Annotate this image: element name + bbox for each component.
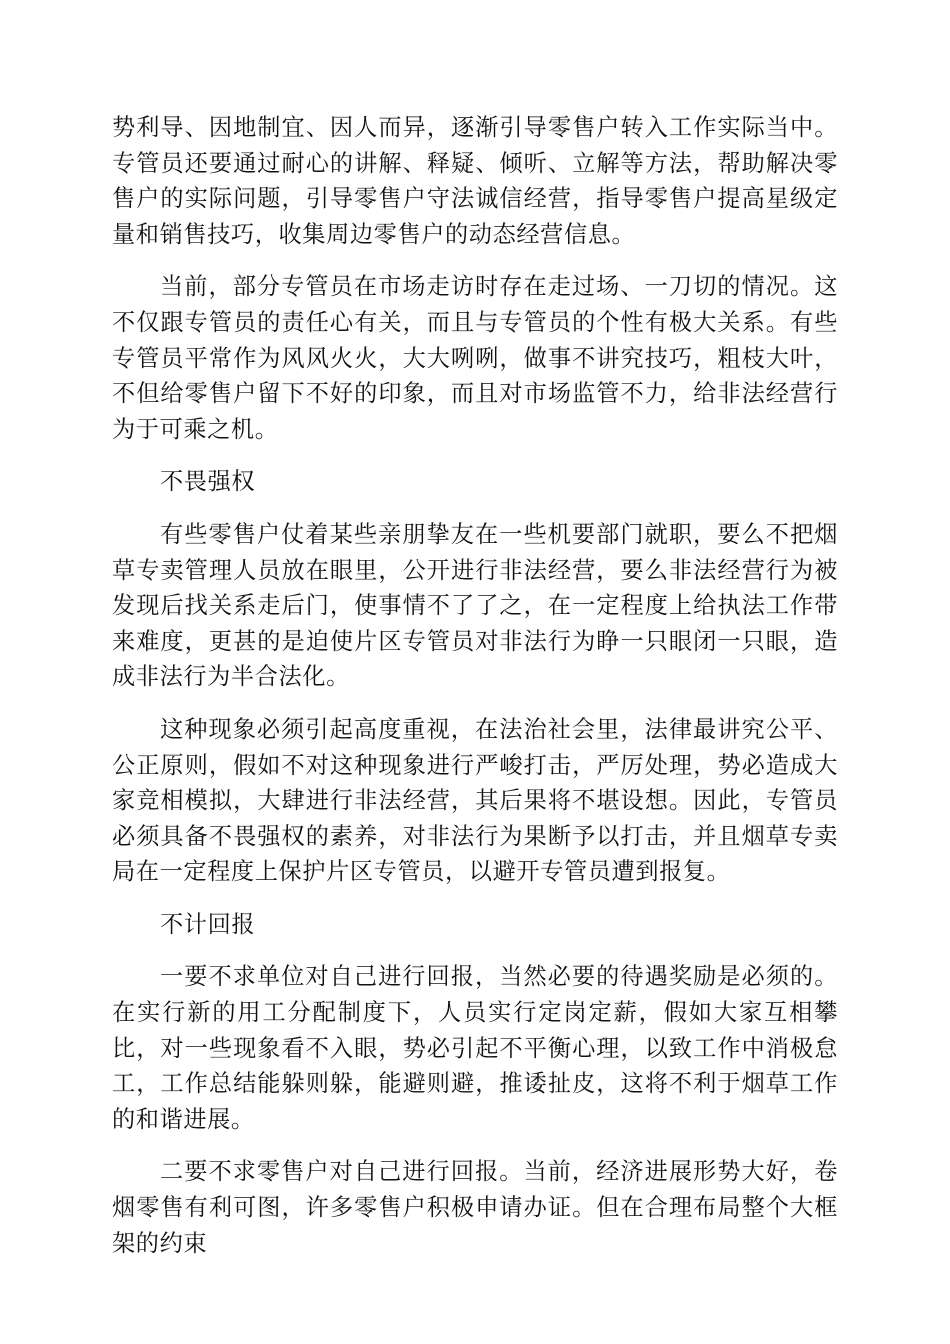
paragraph: 二要不求零售户对自己进行回报。当前，经济进展形势大好，卷烟零售有利可图，许多零售户积极申请办证。但在合理布局整个大框架的约束	[112, 1158, 838, 1257]
paragraph: 这种现象必须引起高度重视，在法治社会里，法律最讲究公平、公正原则，假如不对这种现象进行严峻打击，严厉处理，势必造成大家竞相模拟，大肆进行非法经营，其后果将不堪设想。因此，专管员必须具备不畏强权的素养，对非法行为果断予以打击，并且烟草专卖局在一定程度上保护片区专管员，以避开专管员遭到报复。	[112, 715, 838, 886]
section-heading-bu-ji-hui-bao: 不计回报	[160, 910, 256, 938]
paragraph: 一要不求单位对自己进行回报，当然必要的待遇奖励是必须的。在实行新的用工分配制度下，人员实行定岗定薪，假如大家互相攀比，对一些现象看不入眼，势必引起不平衡心理，以致工作中消极怠工，工作总结能躲则躲，能避则避，推诿扯皮，这将不利于烟草工作的和谐进展。	[112, 963, 838, 1133]
document-body	[112, 110, 838, 1278]
section-heading-bu-wei-qiang-quan: 不畏强权	[160, 468, 256, 496]
paragraph: 有些零售户仗着某些亲朋挚友在一些机要部门就职，要么不把烟草专卖管理人员放在眼里，公开进行非法经营，要么非法经营行为被发现后找关系走后门，使事情不了了之，在一定程度上给执法工作带来难度，更甚的是迫使片区专管员对非法行为睁一只眼闭一只眼，造成非法行为半合法化。	[112, 520, 838, 691]
paragraph-continued: 势利导、因地制宜、因人而异，逐渐引导零售户转入工作实际当中。专管员还要通过耐心的讲解、释疑、倾听、立解等方法，帮助解决零售户的实际问题，引导零售户守法诚信经营，指导零售户提高星级定量和销售技巧，收集周边零售户的动态经营信息。	[112, 114, 838, 248]
paragraph: 当前，部分专管员在市场走访时存在走过场、一刀切的情况。这不仅跟专管员的责任心有关，而且与专管员的个性有极大关系。有些专管员平常作为风风火火，大大咧咧，做事不讲究技巧，粗枝大叶，不但给零售户留下不好的印象，而且对市场监管不力，给非法经营行为于可乘之机。	[112, 273, 838, 443]
